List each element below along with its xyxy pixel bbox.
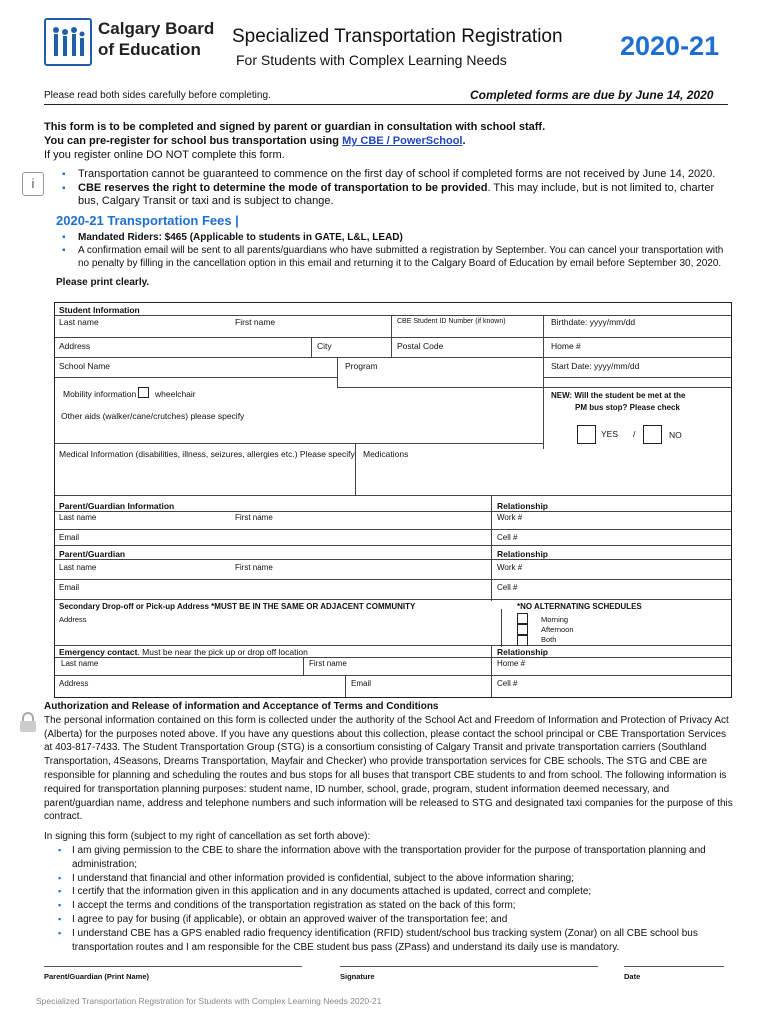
- pg1-relationship-field[interactable]: Relationship: [497, 501, 549, 511]
- emergency-relationship-field[interactable]: Relationship: [497, 647, 549, 657]
- notice-bullet-1: ▪ Transportation cannot be guaranteed to commence on the first day of school if completed forms are not received by June 14, 2020.: [56, 168, 726, 182]
- emergency-address-field[interactable]: Address: [59, 679, 89, 688]
- medications-field[interactable]: Medications: [363, 449, 409, 459]
- slash-label: /: [633, 429, 636, 439]
- pg2-first-name-field[interactable]: First name: [235, 563, 273, 572]
- date-label: Date: [624, 972, 641, 981]
- logo-figures-icon: [44, 18, 92, 66]
- emergency-bold: Emergency contact: [59, 647, 138, 657]
- read-both-sides-note: Please read both sides carefully before completing.: [44, 90, 271, 101]
- morning-label: Morning: [541, 615, 569, 624]
- emergency-home-field[interactable]: Home #: [497, 659, 526, 668]
- due-date-note: Completed forms are due by June 14, 2020: [470, 88, 714, 102]
- intro-line2: [44, 134, 734, 148]
- term-item: ▪ I understand CBE has a GPS enabled radio frequency identification (RFID) student/school bus tracking system (Zonar) on all CBE school bus transportation routes and I am responsible for the CBE student bus pass (ZPass) and understand its daily use is mandatory.: [44, 927, 734, 955]
- met-yes-checkbox[interactable]: [577, 425, 596, 444]
- afternoon-label: Afternoon: [541, 625, 574, 634]
- date-line[interactable]: [624, 966, 724, 967]
- authorization-paragraph: The personal information contained on this form is collected under the authority of the School Act and Freedom of Information and Protection of Privacy Act (Alberta) for the purposes noted above. If you have any questions about this collection, please contact the school principal or CBE Transportation Services at 403-817-7433. The Student Transportation Group (STG) is a consortium consisting of Calgary Transit and private transportation carriers (Southland Transportation, 4Seasons, Dreams Transportation, Mayfair and Checker) who provide transportation services for CBE schools. The STG and CBE are responsible for planning and scheduling the routes and bus stops for all buses that transport CBE students to and from school. The following information is required for transportation planning purposes: student name, ID number, school, grade, program, student information deemed necessary, and parent/guardian name, address and telephone numbers and such information will be released to STG and designated taxi companies for the purpose of this contract.: [44, 714, 733, 823]
- mobility-label: Mobility information: [63, 389, 137, 399]
- cbe-logo: [44, 18, 224, 68]
- term-item: ▪ I certify that the information given in this application and in any documents attached is updated, correct and complete;: [44, 885, 734, 899]
- emergency-rest: . Must be near the pick up or drop off location: [137, 647, 308, 657]
- pg2-work-field[interactable]: Work #: [497, 563, 523, 572]
- met-question-line1: NEW: Will the student be met at the: [551, 391, 686, 400]
- afternoon-checkbox[interactable]: [517, 624, 528, 635]
- pg-name-label: Parent/Guardian (Print Name): [44, 972, 150, 981]
- pg2-cell-field[interactable]: Cell #: [497, 583, 518, 592]
- form-subtitle: For Students with Complex Learning Needs: [236, 52, 507, 68]
- notice-bullet-2: [56, 182, 726, 209]
- notice-bullets: [56, 168, 726, 209]
- pg1-work-field[interactable]: Work #: [497, 513, 523, 522]
- intro-line2-end: .: [462, 135, 466, 147]
- fees-bullet-2: ▪ A confirmation email will be sent to all parents/guardians who have submitted a registration by September. You can cancel your transportation with no penalty by filling in the cancellation option in this email and returning it to the Calgary Board of Education by email before September 30, 2020.: [56, 244, 736, 270]
- emergency-contact-heading: [59, 647, 308, 657]
- start-date-field[interactable]: Start Date: yyyy/mm/dd: [551, 361, 640, 371]
- city-field[interactable]: City: [317, 341, 332, 351]
- pg2-email-field[interactable]: Email: [59, 583, 80, 592]
- pg1-cell-field[interactable]: Cell #: [497, 533, 518, 542]
- term-item: ▪ I am giving permission to the CBE to share the information above with the transportation provider for the purpose of transportation planning and administration;: [44, 844, 734, 872]
- term-item: ▪ I accept the terms and conditions of the transportation registration as stated on the back of this form;: [44, 899, 734, 913]
- met-question-line2: PM bus stop? Please check: [575, 403, 680, 412]
- wheelchair-label: wheelchair: [155, 389, 196, 399]
- pg2-last-name-field[interactable]: Last name: [59, 563, 97, 572]
- page-footer: Specialized Transportation Registration for Students with Complex Learning Needs 2020-21: [36, 996, 382, 1006]
- fees-bullets: [56, 231, 736, 270]
- both-label: Both: [541, 635, 557, 644]
- fees-bullet-1: ▪ Mandated Riders: $465 (Applicable to students in GATE, L&L, LEAD): [56, 231, 736, 244]
- signature-label: Signature: [340, 972, 375, 981]
- pg-info-heading: Parent/Guardian Information: [59, 501, 175, 511]
- notice-bullet-2-rest: . This may include, but is not limited to, charter bus, Calgary Transit or taxi and is subject to change.: [78, 181, 715, 207]
- registration-form: [54, 302, 732, 698]
- term-item: ▪ I agree to pay for busing (if applicable), or obtain an approved waiver of the transportation fee; and: [44, 913, 734, 927]
- cbe-id-field[interactable]: CBE Student ID Number (if known): [397, 318, 506, 325]
- signing-intro: In signing this form (subject to my right of cancellation as set forth above):: [44, 831, 371, 843]
- emergency-last-name-field[interactable]: Last name: [61, 659, 99, 668]
- postal-code-field[interactable]: Postal Code: [397, 341, 444, 351]
- no-alternating-note: *NO ALTERNATING SCHEDULES: [517, 602, 642, 611]
- emergency-first-name-field[interactable]: First name: [309, 659, 347, 668]
- home-phone-field[interactable]: Home #: [551, 341, 581, 351]
- form-title: Specialized Transportation Registration: [232, 26, 563, 47]
- morning-checkbox[interactable]: [517, 613, 528, 624]
- terms-list: [44, 844, 734, 954]
- pg1-last-name-field[interactable]: Last name: [59, 513, 97, 522]
- intro-line2-text: You can pre-register for school bus transportation using: [44, 135, 343, 147]
- intro-text: [44, 120, 734, 162]
- student-info-heading: Student Information: [59, 305, 140, 315]
- pg2-heading: Parent/Guardian: [59, 549, 126, 559]
- pg1-email-field[interactable]: Email: [59, 533, 80, 542]
- notice-bullet-2-bold: CBE reserves the right to determine the mode of transportation to be provided: [78, 181, 488, 194]
- org-name: Calgary Board of Education: [98, 19, 215, 59]
- student-last-name-field[interactable]: Last name: [59, 317, 99, 327]
- other-aids-field[interactable]: Other aids (walker/cane/crutches) please specify: [61, 411, 245, 421]
- pg2-relationship-field[interactable]: Relationship: [497, 549, 549, 559]
- emergency-cell-field[interactable]: Cell #: [497, 679, 518, 688]
- info-icon: i: [22, 172, 44, 196]
- address-field[interactable]: Address: [59, 341, 91, 351]
- term-item: ▪ I understand that financial and other information provided is confidential, subject to the above information sharing;: [44, 872, 734, 886]
- birthdate-field[interactable]: Birthdate: yyyy/mm/dd: [551, 317, 636, 327]
- authorization-section: [44, 700, 734, 954]
- my-cbe-link[interactable]: My CBE / PowerSchool: [342, 135, 463, 147]
- no-label: NO: [669, 430, 682, 440]
- signature-line[interactable]: [340, 966, 598, 967]
- wheelchair-checkbox[interactable]: [138, 387, 149, 398]
- intro-line3: If you register online DO NOT complete this form.: [44, 149, 285, 161]
- secondary-address-field[interactable]: Address: [59, 615, 87, 624]
- school-name-field[interactable]: School Name: [59, 361, 111, 371]
- form-year: 2020-21: [620, 31, 720, 61]
- medical-info-field[interactable]: Medical Information (disabilities, illness, seizures, allergies etc.) Please specify: [59, 449, 355, 459]
- intro-line1: This form is to be completed and signed by parent or guardian in consultation with school staff.: [44, 121, 546, 133]
- print-clearly: Please print clearly.: [56, 277, 150, 288]
- fees-title: 2020-21 Transportation Fees |: [56, 213, 239, 228]
- emergency-email-field[interactable]: Email: [351, 679, 372, 688]
- secondary-address-heading: Secondary Drop-off or Pick-up Address *MUST BE IN THE SAME OR ADJACENT COMMUNITY: [59, 602, 416, 611]
- student-first-name-field[interactable]: First name: [235, 317, 276, 327]
- program-field[interactable]: Program: [345, 361, 378, 371]
- pg-name-line[interactable]: [44, 966, 302, 967]
- header-divider: [44, 104, 728, 105]
- yes-label: YES: [601, 429, 619, 439]
- met-no-checkbox[interactable]: [643, 425, 662, 444]
- lock-icon: [16, 710, 40, 734]
- authorization-title: Authorization and Release of information and Acceptance of Terms and Conditions: [44, 701, 439, 712]
- pg1-first-name-field[interactable]: First name: [235, 513, 273, 522]
